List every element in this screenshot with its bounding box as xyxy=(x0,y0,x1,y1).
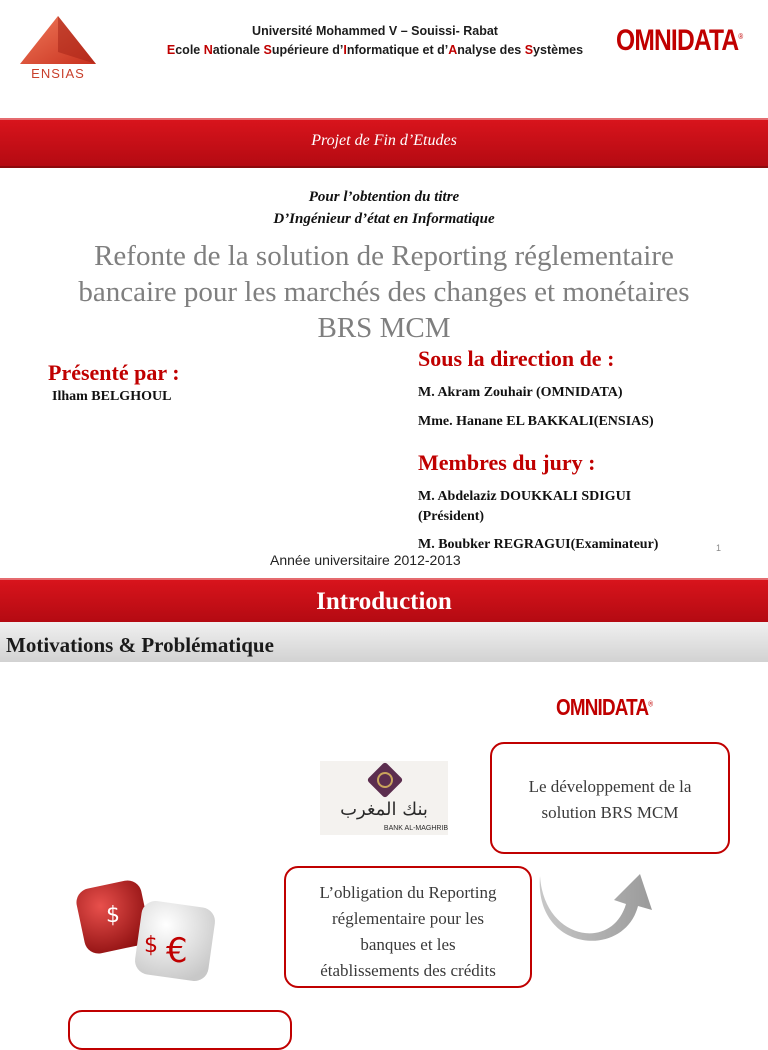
development-box-line-2: solution BRS MCM xyxy=(541,803,679,822)
school-initial: S xyxy=(524,43,534,57)
obligation-box-line-1: L’obligation du Reporting xyxy=(319,883,497,902)
presenter-name: Ilham BELGHOUL xyxy=(52,389,172,404)
academic-year: Année universitaire 2012-2013 xyxy=(270,552,461,568)
school-initial: E xyxy=(166,43,176,57)
school-initial: S xyxy=(263,43,272,57)
development-box-line-1: Le développement de la xyxy=(528,777,692,796)
obtention-line-2: D’Ingénieur d’état en Informatique xyxy=(273,211,495,227)
svg-text:€: € xyxy=(166,931,188,971)
dice-image-icon xyxy=(76,870,226,990)
school-text: ystèmes xyxy=(533,43,584,57)
omnidata-logo-text: OMNIDATA xyxy=(616,24,739,57)
university-header xyxy=(120,22,630,60)
university-line: Université Mohammed V – Souissi- Rabat xyxy=(252,24,498,38)
presented-by-label: Présenté par : xyxy=(48,360,180,385)
school-text: nalyse des xyxy=(457,43,525,57)
school-text: ationale xyxy=(212,43,264,57)
school-initial: N xyxy=(203,43,213,57)
curved-arrow-icon xyxy=(534,870,658,956)
school-text: upérieure d’ xyxy=(271,43,344,57)
obtention-text xyxy=(0,186,768,230)
jury-member-1 xyxy=(418,487,758,527)
slide-number: 1 xyxy=(716,543,722,553)
development-box xyxy=(490,742,730,854)
project-title xyxy=(20,238,748,346)
obligation-box xyxy=(284,866,532,988)
registered-mark: ® xyxy=(738,32,743,41)
school-line xyxy=(120,41,630,60)
title-line-1: Refonte de la solution de Reporting réglementaire xyxy=(94,240,674,272)
pfe-banner-text: Projet de Fin d’Etudes xyxy=(311,132,457,149)
school-initial: I xyxy=(343,43,347,57)
title-line-3: BRS MCM xyxy=(317,312,451,344)
obligation-box-line-3: banques et les xyxy=(360,935,456,954)
bank-al-maghrib-emblem xyxy=(320,761,448,835)
bank-logo-arabic: بنك المغرب xyxy=(340,799,428,820)
section-title: Introduction xyxy=(316,588,452,615)
omnidata-logo-mid xyxy=(556,694,652,721)
obligation-box-line-2: réglementaire pour les xyxy=(332,909,484,928)
bank-al-maghrib-logo-icon xyxy=(320,761,448,835)
title-line-2: bancaire pour les marchés des changes et monétaires xyxy=(78,276,690,308)
jury-member-1-role: (Président) xyxy=(418,509,485,524)
jury-member-2: M. Boubker REGRAGUI(Examinateur) xyxy=(418,537,659,552)
jury-label: Membres du jury : xyxy=(418,450,596,475)
subtitle: Motivations & Problématique xyxy=(6,633,274,657)
director-2: Mme. Hanane EL BAKKALI(ENSIAS) xyxy=(418,414,654,429)
obtention-line-1: Pour l’obtention du titre xyxy=(308,189,460,205)
school-text: nformatique et d’ xyxy=(346,43,449,57)
school-text: cole xyxy=(175,43,204,57)
svg-text:$: $ xyxy=(106,903,120,928)
third-box xyxy=(68,1010,292,1050)
registered-mark: ® xyxy=(648,699,653,709)
school-initial: A xyxy=(448,43,458,57)
svg-text:$: $ xyxy=(144,933,158,958)
omnidata-logo-top xyxy=(616,24,742,58)
direction-label: Sous la direction de : xyxy=(418,346,615,371)
jury-member-1-name: M. Abdelaziz DOUKKALI SDIGUI xyxy=(418,489,632,504)
ensias-logo-text: ENSIAS xyxy=(31,66,85,81)
director-1: M. Akram Zouhair (OMNIDATA) xyxy=(418,385,623,400)
omnidata-logo-text: OMNIDATA xyxy=(556,694,649,720)
obligation-box-line-4: établissements des crédits xyxy=(320,961,496,980)
bank-logo-latin: BANK AL-MAGHRIB xyxy=(383,825,448,832)
